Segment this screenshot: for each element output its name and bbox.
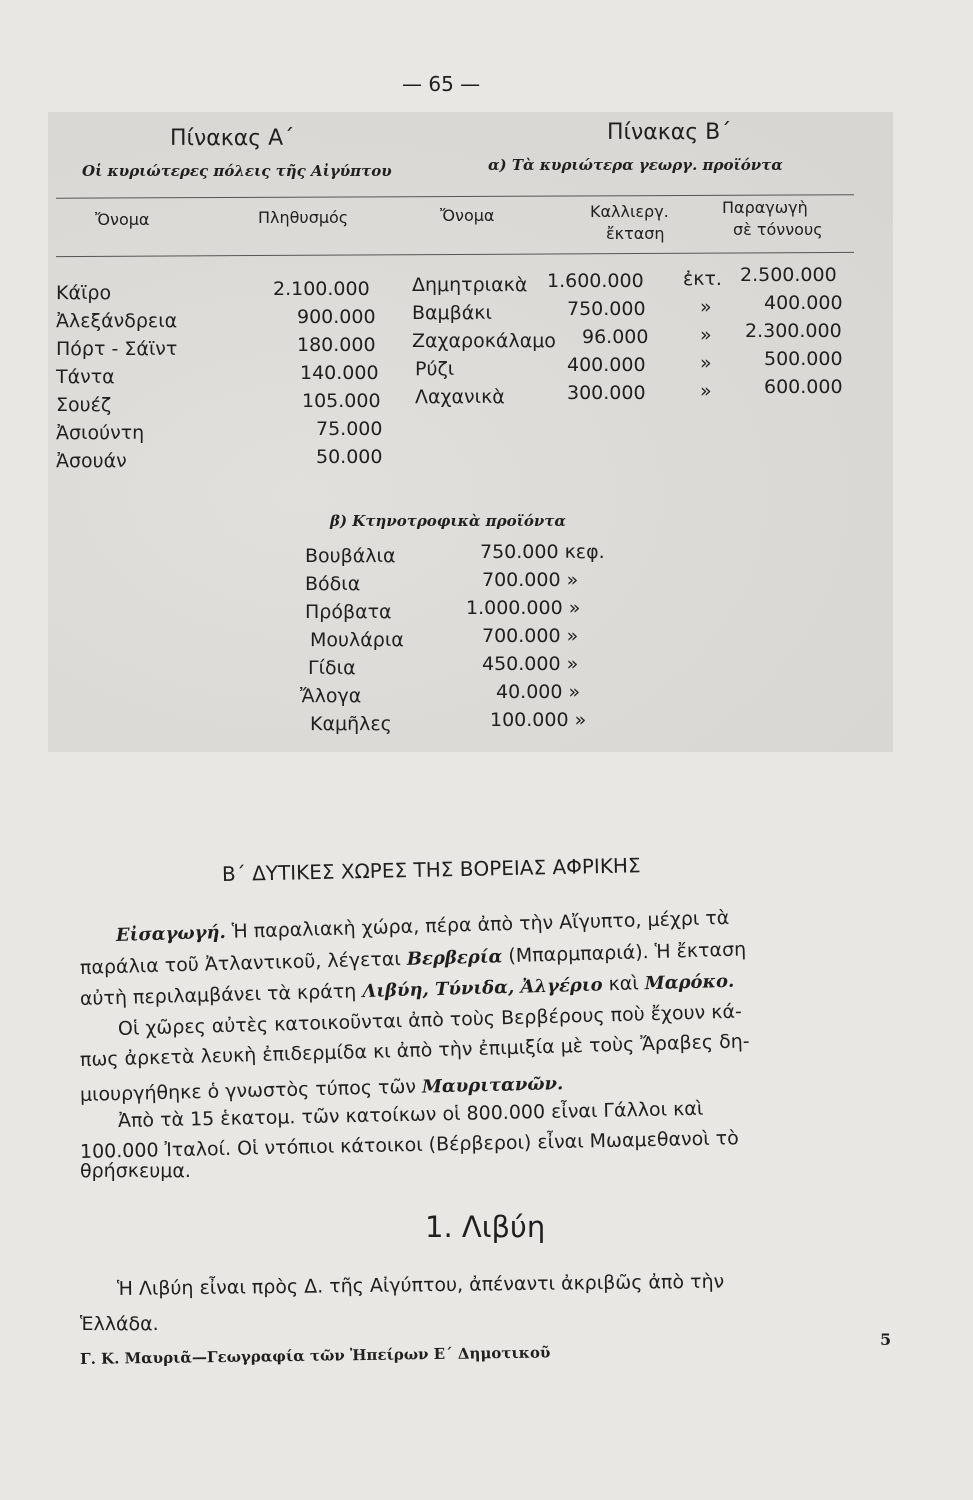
crop-area-unit: » [700,380,712,402]
libya-line-2: Ἑλλάδα. [80,1313,159,1335]
table-b-col-area-1: Καλλιεργ. [590,202,669,221]
intro-text: παράλια τοῦ Ἀτλαντικοῦ, λέγεται [79,948,402,979]
city-population: 50.000 [316,446,383,468]
crop-area-unit: » [700,296,712,318]
intro-text: (Μπαρμπαριά). Ἡ ἔκταση [508,938,747,968]
table-a-col-population: Πληθυσμός [258,208,349,227]
libya-line-1: Ἡ Λιβύη εἶναι πρὸς Δ. τῆς Αἰγύπτου, ἀπέναντι ἀκριβῶς ἀπὸ τὴν [116,1270,725,1300]
section-heading: Β΄ ΔΥΤΙΚΕΣ ΧΩΡΕΣ ΤΗΣ ΒΟΡΕΙΑΣ ΑΦΡΙΚΗΣ [221,853,641,886]
city-population: 140.000 [300,362,379,384]
crop-production: 500.000 [764,348,843,370]
table-b-title: Πίνακας Β΄ [607,120,732,145]
crop-name: Βαμβάκι [412,302,492,324]
livestock-subtitle: β) Κτηνοτροφικὰ προϊόντα [330,512,566,530]
intro-emphasis: Μαρόκο. [644,970,735,995]
table-b-col-prod-1: Παραγωγὴ [722,198,808,217]
crop-production: 2.500.000 [740,264,837,286]
crop-area: 96.000 [582,326,649,348]
table-a-title: Πίνακας Α΄ [170,126,295,151]
intro-emphasis: Μαυριτανῶν. [421,1073,564,1098]
livestock-count: 100.000 » [490,709,587,731]
city-name: Κάϊρο [56,282,112,304]
intro-line-6 [80,1072,564,1106]
crop-area: 1.600.000 [547,270,644,292]
intro-line-4: Οἱ χῶρες αὐτὲς κατοικοῦνται ἀπὸ τοὺς Βερβέρους ποὺ ἔχουν κά- [117,1000,743,1040]
city-name: Πόρτ - Σάϊντ [56,338,178,360]
table-b-subtitle: α) Τὰ κυριώτερα γεωργ. προϊόντα [488,156,783,174]
table-b-col-prod-2: σὲ τόννους [733,220,823,239]
livestock-count: 1.000.000 » [466,597,581,619]
table-a-col-name: Ὄνομα [95,210,150,229]
footer-credit: Γ. Κ. Μαυριᾶ—Γεωγραφία τῶν Ἠπείρων Ε΄ Δημοτικοῦ [79,1343,551,1368]
livestock-name: Βόδια [305,573,361,595]
crop-name: Δημητριακὰ [412,274,528,296]
livestock-count: 40.000 » [496,681,581,703]
intro-emphasis: Λιβύη, Τύνιδα, Ἀλγέριο [362,974,603,1003]
livestock-count: 450.000 » [482,653,579,675]
sheet-number: 5 [880,1330,892,1349]
intro-emphasis: Βερβερία [406,946,503,970]
crop-production: 400.000 [764,292,843,314]
crop-name: Ζαχαροκάλαμο [412,330,556,352]
intro-line-9: θρήσκευμα. [80,1160,191,1182]
intro-text: αὐτὴ περιλαμβάνει τὰ κράτη [79,980,357,1010]
livestock-name: Γίδια [308,657,356,679]
city-name: Ἀσιούντη [56,422,145,444]
crop-production: 600.000 [764,376,843,398]
city-population: 75.000 [316,418,383,440]
city-population: 180.000 [297,334,376,356]
livestock-count: 750.000 κεφ. [480,541,605,563]
crop-area-unit: » [700,352,712,374]
city-population: 900.000 [297,306,376,328]
intro-text: καὶ [608,972,640,996]
city-population: 2.100.000 [273,278,370,300]
crop-area: 300.000 [567,382,646,404]
intro-line-8: 100.000 Ἰταλοί. Οἱ ντόπιοι κάτοικοι (Βέρβεροι) εἶναι Μωαμεθανοὶ τὸ [79,1127,739,1163]
livestock-name: Βουβάλια [305,545,396,567]
intro-text: μιουργήθηκε ὁ γνωστὸς τύπος τῶν [79,1075,417,1106]
crop-name: Ρύζι [415,358,455,380]
crop-name: Λαχανικὰ [415,386,505,408]
crop-area: 750.000 [567,298,646,320]
crop-production: 2.300.000 [745,320,842,342]
livestock-count: 700.000 » [482,569,579,591]
city-name: Τάντα [56,366,115,388]
subsection-heading: 1. Λιβύη [425,1210,546,1244]
crop-area-unit: » [700,324,712,346]
intro-line-1 [116,907,730,946]
crop-area-unit: ἐκτ. [683,268,722,290]
table-a-subtitle: Οἱ κυριώτερες πόλεις τῆς Αἰγύπτου [82,162,392,180]
intro-line-5: πως ἀρκετὰ λευκὴ ἐπιδερμίδα κι ἀπὸ τὴν ἐπιμιξία μὲ τοὺς Ἄραβες δη- [79,1030,750,1071]
intro-line-7: Ἀπὸ τὰ 15 ἑκατομ. τῶν κατοίκων οἱ 800.000 εἶναι Γάλλοι καὶ [117,1097,704,1132]
livestock-name: Ἄλογα [300,685,362,707]
city-population: 105.000 [302,390,381,412]
intro-label: Εἰσαγωγή. [115,921,227,946]
livestock-count: 700.000 » [482,625,579,647]
crop-area: 400.000 [567,354,646,376]
table-b-col-area-2: ἔκταση [606,224,665,243]
city-name: Σουέζ [56,394,112,416]
city-name: Ἀλεξάνδρεια [56,310,178,332]
city-name: Ἀσουάν [56,450,127,472]
page-number: — 65 — [402,72,481,96]
livestock-name: Καμῆλες [310,713,392,735]
intro-text: Ἡ παραλιακὴ χώρα, πέρα ἀπὸ τὴν Αἴγυπτο, μέχρι τὰ [231,906,730,943]
livestock-name: Πρόβατα [305,601,392,623]
table-b-col-name: Ὄνομα [440,206,495,225]
livestock-name: Μουλάρια [310,629,404,651]
